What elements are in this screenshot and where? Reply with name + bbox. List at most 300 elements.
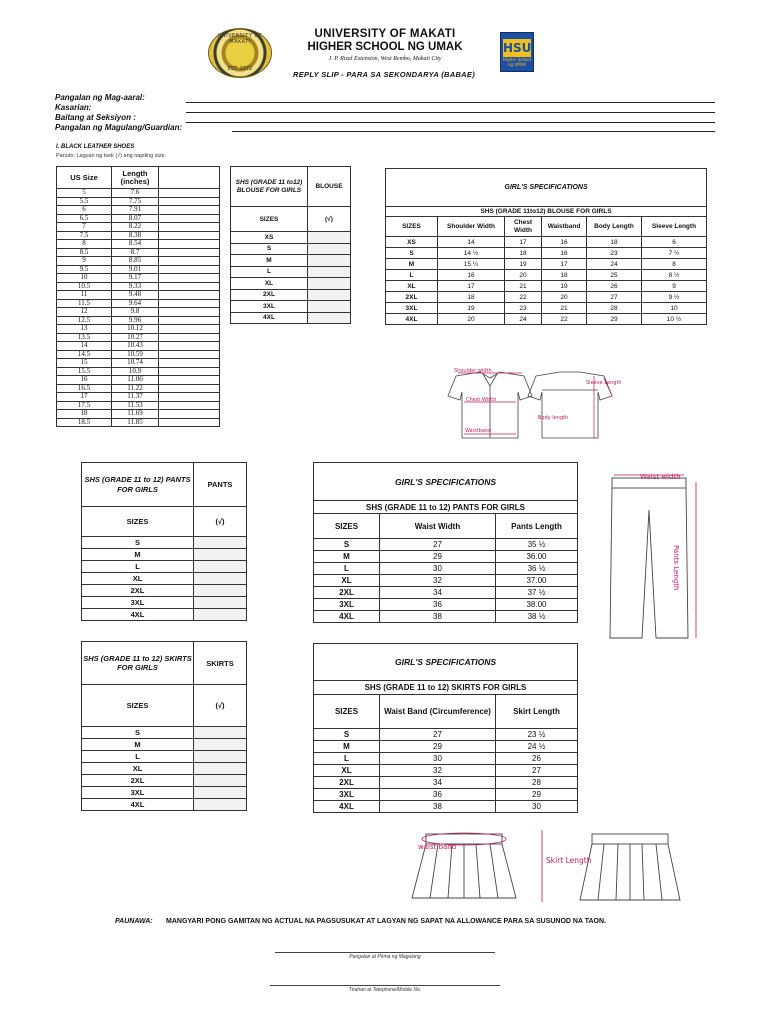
size-cell: XL <box>82 763 194 775</box>
shoe-size-cell: 14.5 <box>57 350 112 359</box>
shoe-length-cell: 8.7 <box>112 248 159 257</box>
table-row <box>82 549 247 561</box>
table-row <box>386 303 707 314</box>
shoe-size-cell: 10.5 <box>57 282 112 291</box>
spec-size-cell: 3XL <box>386 303 438 314</box>
shoe-length-cell: 9.33 <box>112 282 159 291</box>
table-row <box>314 789 578 801</box>
spec-size-cell: M <box>314 741 380 753</box>
pants-diagram <box>604 470 716 642</box>
parent-signature-line[interactable] <box>275 952 495 953</box>
shoe-check-cell[interactable] <box>159 223 220 232</box>
table-row <box>82 727 247 739</box>
table-row <box>314 539 578 551</box>
blouse-spec-subtitle: SHS (GRADE 11to12) BLOUSE FOR GIRLS <box>386 207 707 217</box>
shoe-size-cell: 16.5 <box>57 384 112 393</box>
table-row <box>57 223 220 232</box>
spec-value-cell: 36 ½ <box>496 563 578 575</box>
size-cell: 4XL <box>82 799 194 811</box>
spec-value-cell: 26 <box>587 281 642 292</box>
shoe-size-cell: 12.5 <box>57 316 112 325</box>
skirts-spec-title: GIRL'S SPECIFICATIONS <box>314 644 578 681</box>
address-phone-line[interactable] <box>270 985 500 986</box>
shoe-check-cell[interactable] <box>159 308 220 317</box>
size-check-cell[interactable] <box>194 727 247 739</box>
table-row <box>314 587 578 599</box>
spec-value-cell: 9 <box>642 281 707 292</box>
spec-value-cell: 26 <box>496 753 578 765</box>
waist-band-label: waist band <box>418 843 457 851</box>
shoe-check-cell[interactable] <box>159 342 220 351</box>
size-check-cell[interactable] <box>194 573 247 585</box>
table-row <box>82 561 247 573</box>
spec-size-cell: XS <box>386 237 438 248</box>
shoe-length-cell: 10.12 <box>112 325 159 334</box>
blouse-order-table <box>230 166 351 324</box>
size-cell: L <box>231 266 308 278</box>
shoe-check-cell[interactable] <box>159 189 220 198</box>
size-check-cell[interactable] <box>194 763 247 775</box>
shoe-size-cell: 9.5 <box>57 265 112 274</box>
spec-value-cell: 35 ½ <box>496 539 578 551</box>
spec-col-header: SIZES <box>386 217 438 237</box>
shoe-length-cell: 11.37 <box>112 393 159 402</box>
student-name-label: Pangalan ng Mag-aaral: <box>55 93 145 102</box>
spec-header-row <box>314 514 578 539</box>
shoe-length-cell: 10.43 <box>112 342 159 351</box>
size-check-cell[interactable] <box>194 799 247 811</box>
shoe-check-cell[interactable] <box>159 333 220 342</box>
spec-col-header: Shoulder Width <box>438 217 505 237</box>
shoe-length-cell: 9.96 <box>112 316 159 325</box>
shoe-size-cell: 11 <box>57 291 112 300</box>
table-row <box>314 741 578 753</box>
spec-col-header: Body Length <box>587 217 642 237</box>
table-row <box>57 248 220 257</box>
shoe-size-cell: 17 <box>57 393 112 402</box>
shoe-col-check <box>159 167 220 189</box>
spec-value-cell: 32 <box>380 765 496 777</box>
table-row <box>314 611 578 623</box>
spec-size-cell: XL <box>314 765 380 777</box>
blouse-order-header: SHS (GRADE 11 to12) BLOUSE FOR GIRLS <box>231 167 308 207</box>
spec-col-header: Skirt Length <box>496 695 578 729</box>
size-check-cell[interactable] <box>308 312 351 324</box>
table-row <box>82 799 247 811</box>
size-check-cell[interactable] <box>194 561 247 573</box>
spec-value-cell: 24 <box>587 259 642 270</box>
table-row <box>314 765 578 777</box>
blouse-spec-title: GIRL'S SPECIFICATIONS <box>386 169 707 207</box>
table-row <box>231 243 351 255</box>
table-row <box>82 739 247 751</box>
shoe-check-cell[interactable] <box>159 393 220 402</box>
spec-value-cell: 29 <box>496 789 578 801</box>
grade-section-line[interactable] <box>186 122 715 123</box>
spec-size-cell: M <box>386 259 438 270</box>
skirt-length-label: Skirt Length <box>546 856 592 865</box>
spec-value-cell: 18 <box>587 237 642 248</box>
table-row <box>386 259 707 270</box>
shoe-size-cell: 8 <box>57 240 112 249</box>
spec-value-cell: 20 <box>542 292 587 303</box>
table-row <box>82 609 247 621</box>
spec-size-cell: 4XL <box>386 314 438 325</box>
shoe-size-cell: 16 <box>57 376 112 385</box>
shoe-check-cell[interactable] <box>159 248 220 257</box>
size-cell: 2XL <box>231 289 308 301</box>
shoe-check-cell[interactable] <box>159 197 220 206</box>
table-row <box>57 265 220 274</box>
size-cell: 4XL <box>82 609 194 621</box>
table-row <box>231 266 351 278</box>
shoulder-width-label: Shoulder width <box>454 368 492 374</box>
size-cell: 3XL <box>231 301 308 313</box>
table-row <box>57 359 220 368</box>
spec-header-row <box>314 695 578 729</box>
skirt-back-diagram <box>520 826 695 908</box>
notice-label: PAUNAWA: <box>115 918 153 925</box>
shoe-length-cell: 9.17 <box>112 274 159 283</box>
spec-col-header: Sleeve Length <box>642 217 707 237</box>
spec-col-header: Waistband <box>542 217 587 237</box>
pants-spec-table <box>313 462 578 623</box>
table-row <box>82 775 247 787</box>
size-cell: L <box>82 751 194 763</box>
size-check-cell[interactable] <box>308 232 351 244</box>
shoe-length-cell: 10.74 <box>112 359 159 368</box>
table-row <box>314 551 578 563</box>
spec-value-cell: 34 <box>380 777 496 789</box>
shoe-check-cell[interactable] <box>159 240 220 249</box>
table-row <box>57 257 220 266</box>
size-cell: XL <box>231 278 308 290</box>
spec-value-cell: 37 ½ <box>496 587 578 599</box>
shoe-check-cell[interactable] <box>159 274 220 283</box>
spec-value-cell: 28 <box>587 303 642 314</box>
table-row <box>314 777 578 789</box>
shoe-length-cell: 8.38 <box>112 231 159 240</box>
shoe-check-cell[interactable] <box>159 206 220 215</box>
spec-col-header: SIZES <box>314 514 380 539</box>
spec-size-cell: 2XL <box>314 587 380 599</box>
size-cell: M <box>231 255 308 267</box>
parent-name-label: Pangalan ng Magulang/Guardian: <box>55 123 183 132</box>
table-row <box>57 410 220 419</box>
shoe-check-cell[interactable] <box>159 350 220 359</box>
size-cell: S <box>82 727 194 739</box>
spec-value-cell: 38 ½ <box>496 611 578 623</box>
school-address: J. P. Rizal Extension, West Rembo, Makati City <box>328 56 442 62</box>
skirts-order-header: SHS (GRADE 11 to 12) SKIRTS FOR GIRLS <box>82 642 194 685</box>
table-row <box>231 289 351 301</box>
spec-size-cell: 4XL <box>314 611 380 623</box>
shoe-length-cell: 11.22 <box>112 384 159 393</box>
table-row <box>82 585 247 597</box>
skirt-front-diagram <box>404 826 524 906</box>
reply-slip-title: REPLY SLIP - PARA SA SEKONDARYA (BABAE) <box>293 70 475 79</box>
shoe-check-cell[interactable] <box>159 418 220 427</box>
spec-value-cell: 10 ½ <box>642 314 707 325</box>
shoe-length-cell: 8.85 <box>112 257 159 266</box>
shoe-check-cell[interactable] <box>159 299 220 308</box>
spec-value-cell: 36 <box>380 599 496 611</box>
size-check-cell[interactable] <box>308 243 351 255</box>
table-row <box>314 575 578 587</box>
pants-order-header: SHS (GRADE 11 to 12) PANTS FOR GIRLS <box>82 463 194 507</box>
size-check-cell[interactable] <box>308 301 351 313</box>
spec-size-cell: 2XL <box>386 292 438 303</box>
hsu-logo <box>500 32 534 72</box>
spec-value-cell: 14 <box>438 237 505 248</box>
spec-size-cell: L <box>314 563 380 575</box>
table-row <box>82 763 247 775</box>
spec-size-cell: 4XL <box>314 801 380 813</box>
blouse-diagram <box>428 366 618 446</box>
waist-width-label: Waist width <box>640 473 681 481</box>
pants-check-label: (√) <box>194 507 247 537</box>
shoe-length-cell: 11.85 <box>112 418 159 427</box>
spec-value-cell: 6 <box>642 237 707 248</box>
shoe-check-cell[interactable] <box>159 257 220 266</box>
shoe-check-cell[interactable] <box>159 316 220 325</box>
spec-value-cell: 30 <box>380 563 496 575</box>
spec-size-cell: S <box>314 729 380 741</box>
shoe-check-cell[interactable] <box>159 376 220 385</box>
size-check-cell[interactable] <box>308 255 351 267</box>
size-check-cell[interactable] <box>194 597 247 609</box>
spec-value-cell: 18 <box>542 270 587 281</box>
shoe-check-cell[interactable] <box>159 384 220 393</box>
size-cell: M <box>82 549 194 561</box>
spec-size-cell: XL <box>314 575 380 587</box>
pants-order-table <box>81 462 247 621</box>
shoe-length-cell: 7.75 <box>112 197 159 206</box>
size-check-cell[interactable] <box>194 775 247 787</box>
spec-value-cell: 18 <box>438 292 505 303</box>
spec-value-cell: 16 <box>542 237 587 248</box>
size-check-cell[interactable] <box>194 609 247 621</box>
spec-value-cell: 9 ½ <box>642 292 707 303</box>
size-cell: 2XL <box>82 775 194 787</box>
table-row <box>386 237 707 248</box>
spec-size-cell: M <box>314 551 380 563</box>
shoe-check-cell[interactable] <box>159 367 220 376</box>
size-check-cell[interactable] <box>308 278 351 290</box>
shoe-col-length: Length (inches) <box>112 167 159 189</box>
spec-value-cell: 29 <box>380 551 496 563</box>
spec-value-cell: 17 <box>438 281 505 292</box>
spec-size-cell: S <box>386 248 438 259</box>
spec-value-cell: 20 <box>505 270 542 281</box>
shoe-check-cell[interactable] <box>159 291 220 300</box>
spec-value-cell: 34 <box>380 587 496 599</box>
shoe-size-cell: 7 <box>57 223 112 232</box>
shoe-length-cell: 10.9 <box>112 367 159 376</box>
skirts-spec-table <box>313 643 578 813</box>
shoe-check-cell[interactable] <box>159 325 220 334</box>
notice-text: MANGYARI PONG GAMITAN NG ACTUAL NA PAGSUSUKAT AT LAGYAN NG SAPAT NA ALLOWANCE PARA SA SUSUNOD NA TAON. <box>166 918 606 925</box>
table-row <box>57 231 220 240</box>
shoe-size-cell: 14 <box>57 342 112 351</box>
chest-width-label: Chest Width <box>466 397 497 403</box>
shoes-section-title: I. BLACK LEATHER SHOES <box>56 144 135 150</box>
spec-value-cell: 25 <box>587 270 642 281</box>
sleeve-length-label: Sleeve Length <box>586 380 622 386</box>
spec-value-cell: 27 <box>380 729 496 741</box>
table-row <box>57 333 220 342</box>
size-check-cell[interactable] <box>194 739 247 751</box>
size-check-cell[interactable] <box>194 537 247 549</box>
shoe-length-cell: 11.69 <box>112 410 159 419</box>
skirts-item-col: SKIRTS <box>194 642 247 685</box>
size-cell: M <box>82 739 194 751</box>
shoe-check-cell[interactable] <box>159 265 220 274</box>
shoe-size-cell: 7.5 <box>57 231 112 240</box>
blouse-item-col: BLOUSE <box>308 167 351 207</box>
skirts-order-table <box>81 641 247 811</box>
spec-value-cell: 8 <box>642 259 707 270</box>
school-title: HIGHER SCHOOL NG UMAK <box>307 41 463 53</box>
size-check-cell[interactable] <box>194 751 247 763</box>
shoe-length-cell: 10.59 <box>112 350 159 359</box>
blouse-sizes-label: SIZES <box>231 207 308 232</box>
spec-value-cell: 23 ½ <box>496 729 578 741</box>
blouse-check-label: (√) <box>308 207 351 232</box>
skirts-spec-subtitle: SHS (GRADE 11 to 12) SKIRTS FOR GIRLS <box>314 681 578 695</box>
parent-name-line[interactable] <box>232 131 715 132</box>
shoe-size-cell: 9 <box>57 257 112 266</box>
table-row <box>386 292 707 303</box>
shoe-check-cell[interactable] <box>159 231 220 240</box>
table-row <box>386 281 707 292</box>
size-check-cell[interactable] <box>308 289 351 301</box>
grade-section-label: Baitang at Seksiyon : <box>55 113 136 122</box>
table-row <box>57 393 220 402</box>
shoe-size-cell: 5.5 <box>57 197 112 206</box>
shoe-length-cell: 10.27 <box>112 333 159 342</box>
table-row <box>57 214 220 223</box>
spec-value-cell: 16 <box>542 248 587 259</box>
skirts-check-label: (√) <box>194 685 247 727</box>
pants-length-label: Pants Length <box>672 545 680 591</box>
size-cell: 4XL <box>231 312 308 324</box>
shoe-size-cell: 8.5 <box>57 248 112 257</box>
pants-item-col: PANTS <box>194 463 247 507</box>
spec-value-cell: 19 <box>438 303 505 314</box>
spec-value-cell: 27 <box>380 539 496 551</box>
size-cell: XL <box>82 573 194 585</box>
spec-value-cell: 27 <box>587 292 642 303</box>
size-cell: 3XL <box>82 597 194 609</box>
table-row <box>314 753 578 765</box>
spec-value-cell: 17 <box>505 237 542 248</box>
table-row <box>231 312 351 324</box>
gender-line[interactable] <box>186 112 715 113</box>
size-cell: 2XL <box>82 585 194 597</box>
pants-spec-subtitle: SHS (GRADE 11 to 12) PANTS FOR GIRLS <box>314 501 578 514</box>
table-row <box>57 291 220 300</box>
spec-value-cell: 38 <box>380 611 496 623</box>
spec-value-cell: 15 ¼ <box>438 259 505 270</box>
student-name-line[interactable] <box>186 102 715 103</box>
shoe-size-cell: 10 <box>57 274 112 283</box>
shoes-instruction: Panuto: Lagyan ng tsek (√) ang napiling size. <box>56 153 167 159</box>
shoe-length-cell: 7.91 <box>112 206 159 215</box>
hsu-logo-text: HSU <box>503 41 532 55</box>
spec-header-row <box>386 217 707 237</box>
shoe-check-cell[interactable] <box>159 401 220 410</box>
spec-value-cell: 17 <box>542 259 587 270</box>
spec-value-cell: 29 <box>380 741 496 753</box>
table-row <box>314 599 578 611</box>
spec-col-header: Waist Width <box>380 514 496 539</box>
table-row <box>231 301 351 313</box>
spec-size-cell: L <box>386 270 438 281</box>
shoe-check-cell[interactable] <box>159 359 220 368</box>
shoe-size-cell: 6.5 <box>57 214 112 223</box>
shoe-length-cell: 9.64 <box>112 299 159 308</box>
shoe-size-cell: 12 <box>57 308 112 317</box>
address-phone-caption: Tirahan at Telephone/Mobile No. <box>348 987 422 993</box>
shoe-check-cell[interactable] <box>159 410 220 419</box>
spec-value-cell: 10 <box>642 303 707 314</box>
table-row <box>386 248 707 259</box>
table-row <box>82 787 247 799</box>
seal-ring-bottom: EST. 1972 <box>227 66 253 72</box>
spec-value-cell: 24 ½ <box>496 741 578 753</box>
spec-size-cell: L <box>314 753 380 765</box>
size-check-cell[interactable] <box>308 266 351 278</box>
shoe-size-cell: 18 <box>57 410 112 419</box>
shoe-size-cell: 15 <box>57 359 112 368</box>
spec-value-cell: 28 <box>496 777 578 789</box>
spec-value-cell: 22 <box>542 314 587 325</box>
table-row <box>57 299 220 308</box>
spec-value-cell: 22 <box>505 292 542 303</box>
table-row <box>314 801 578 813</box>
table-row <box>57 274 220 283</box>
spec-value-cell: 27 <box>496 765 578 777</box>
table-row <box>57 189 220 198</box>
table-row <box>314 563 578 575</box>
spec-value-cell: 21 <box>505 281 542 292</box>
size-check-cell[interactable] <box>194 787 247 799</box>
size-cell: XS <box>231 232 308 244</box>
shoe-check-cell[interactable] <box>159 282 220 291</box>
shoe-check-cell[interactable] <box>159 214 220 223</box>
size-check-cell[interactable] <box>194 585 247 597</box>
table-row <box>231 278 351 290</box>
spec-value-cell: 14 ½ <box>438 248 505 259</box>
blouse-spec-table <box>385 168 707 325</box>
spec-value-cell: 23 <box>587 248 642 259</box>
size-cell: L <box>82 561 194 573</box>
spec-value-cell: 32 <box>380 575 496 587</box>
shoe-length-cell: 11.06 <box>112 376 159 385</box>
spec-value-cell: 38.00 <box>496 599 578 611</box>
table-row <box>57 418 220 427</box>
shoe-length-cell: 8.54 <box>112 240 159 249</box>
shoe-length-cell: 7.6 <box>112 189 159 198</box>
table-row <box>57 206 220 215</box>
table-row <box>57 197 220 206</box>
size-check-cell[interactable] <box>194 549 247 561</box>
shoe-size-cell: 15.5 <box>57 367 112 376</box>
spec-value-cell: 24 <box>505 314 542 325</box>
spec-col-header: Waist Band (Circumference) <box>380 695 496 729</box>
spec-col-header: SIZES <box>314 695 380 729</box>
